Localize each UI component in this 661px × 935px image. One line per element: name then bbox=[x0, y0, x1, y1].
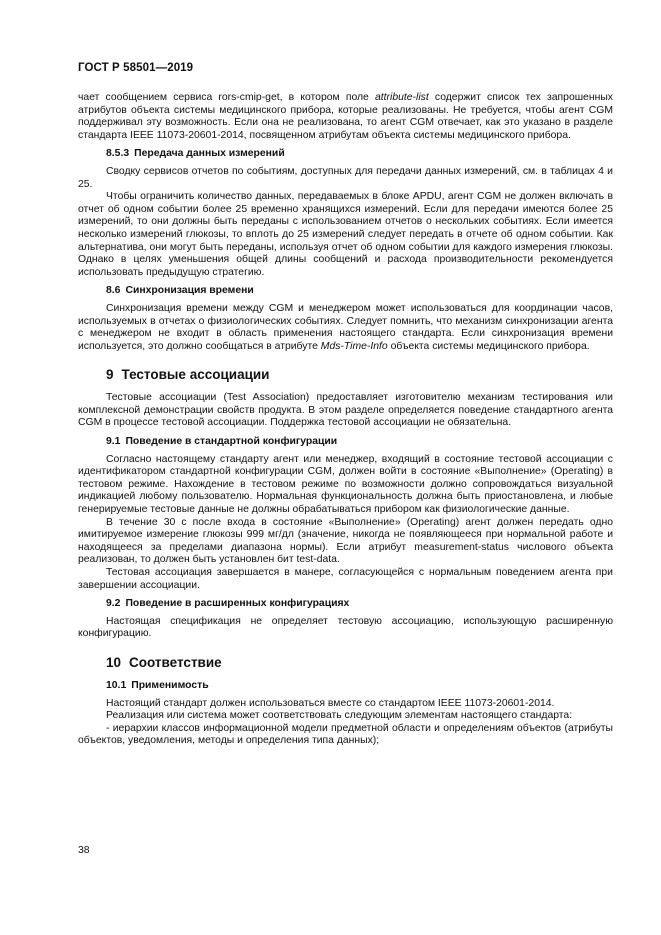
page-number: 38 bbox=[78, 845, 90, 856]
mds-time-info-term: Mds-Time-Info bbox=[320, 340, 388, 352]
list-item-class-hierarchy: - иерархии классов информационной модели предметной области и определениям объектов (атрибуты объектов, уведомления, методы и определения типа данных); bbox=[78, 722, 613, 747]
paragraph-9-1-1: Согласно настоящему стандарту агент или менеджер, входящий в состояние тестовой ассоциации с идентификатором стандартной конфигурации CGM, должен войти в состояние «Выполнение» (Operating) в тестовом режиме. Нахождение в тестовом режиме по возможности должно сопровождаться визуальной индикацией любому пользователю. Нормальная функциональность должна быть приостановлена, и любые генерируемые тестовые данные не должны обрабатываться прибором как физиологические данные. bbox=[78, 453, 613, 516]
heading-9: 9 Тестовые ассоциации bbox=[106, 367, 270, 383]
heading-8-6: 8.6 Синхронизация времени bbox=[106, 285, 254, 297]
paragraph-9-1-3: Тестовая ассоциация завершается в манере, согласующейся с нормальным поведением агента при завершении ассоциации. bbox=[78, 567, 613, 591]
heading-9-2: 9.2 Поведение в расширенных конфигурациях bbox=[106, 598, 350, 610]
standard-header: ГОСТ Р 58501—2019 bbox=[78, 62, 194, 74]
heading-9-1: 9.1 Поведение в стандартной конфигурации bbox=[106, 436, 338, 448]
paragraph-9-2: Настоящая спецификация не определяет тестовую ассоциацию, использующую расширенную конфигурацию. bbox=[78, 615, 613, 640]
paragraph-10-1-1: Настоящий стандарт должен использоваться вместе со стандартом IEEE 11073-20601-2014. bbox=[106, 697, 555, 709]
page-content bbox=[78, 92, 613, 748]
paragraph-9-1-2: В течение 30 с после входа в состояние «Выполнение» (Operating) агент должен передать одно имитируемое измерение глюкозы 999 мг/дл (значение, никогда не появляющееся при нормальной работе и находящееся за пределами диапазона нормы). Если атрибут measurement-status числового объекта реализован, то должен быть установлен бит test-data. bbox=[78, 516, 613, 566]
attribute-list-term: attribute-list bbox=[375, 92, 429, 103]
heading-10-1: 10.1 Применимость bbox=[106, 679, 209, 691]
paragraph-10-1-2: Реализация или система может соответствовать следующим элементам настоящего стандарта: bbox=[106, 710, 573, 722]
paragraph-8-5-3-1: Сводку сервисов отчетов по событиям, доступных для передачи данных измерений, см. в таблицах 4 и 25. bbox=[78, 165, 613, 190]
paragraph-8-6: Синхронизация времени между CGM и менеджером может использоваться для координации часов, используемых в отчетах о физиологических событиях. Следует помнить, что механизм синхронизации агента с менеджером не входит в область применения настоящего стандарта. Если синхронизация времени используется, это должно сообщаться в атрибуте Mds-Time-Info объекта системы медицинского прибора. bbox=[78, 302, 613, 352]
heading-8-5-3: 8.5.3 Передача данных измерений bbox=[106, 148, 285, 160]
paragraph-9: Тестовые ассоциации (Test Association) предоставляет изготовителю механизм тестирования или комплексной демонстрации свойств продукта. В этом разделе определяется поведение стандартного агента CGM в процессе тестовой ассоциации. Поддержка тестовой ассоциации не обязательна. bbox=[78, 392, 613, 429]
heading-10: 10 Соответствие bbox=[106, 654, 222, 670]
paragraph-8-5-3-2: Чтобы ограничить количество данных, передаваемых в блоке APDU, агент CGM не должен включать в отчет об одном событии более 25 временно хранящихся измерений. Если для передачи имеются более 25 измерений, то они должны быть переданы с использованием отчетов о нескольких событиях. Если имеется несколько измерений глюкозы, то вплоть до 25 измерений следует передать в отчете об одном событии. Как альтернатива, они могут быть переданы, используя отчет об одном событии для каждого измерения глюкозы. Однако в целях уменьшения общей длины сообщений и расхода производительности рекомендуется использовать предыдущую стратегию. bbox=[78, 191, 613, 278]
paragraph-continued: чает сообщением сервиса rors-cmip-get, в котором поле attribute-list содержит список тех запрошенных атрибутов объекта системы медицинского прибора, которые реализованы. Не требуется, чтобы агент CGM поддерживал эту возможность. Если она не реализована, то агент CGM отвечает, как это указано в разделе стандарта IEEE 11073-20601-2014, посвященном атрибутам объекта системы медицинского прибора. bbox=[78, 92, 613, 141]
